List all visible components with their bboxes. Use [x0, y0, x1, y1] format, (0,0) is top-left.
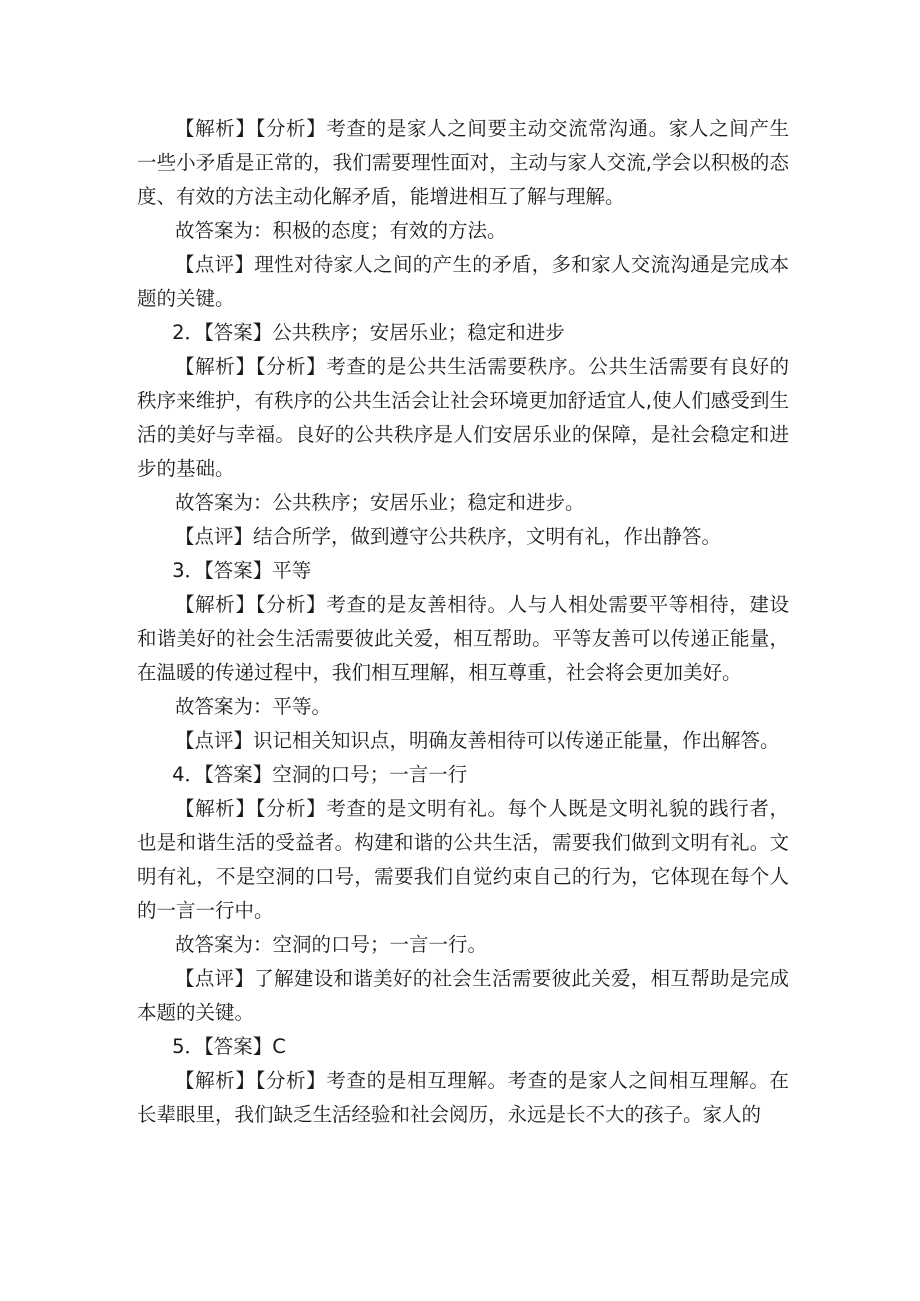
q2-comment: 【点评】结合所学，做到遵守公共秩序，文明有礼，作出静答。	[175, 525, 722, 548]
q5-answer: 5．【答案】C	[172, 1035, 286, 1058]
q2-analysis: 【解析】【分析】考查的是公共生活需要秩序。公共生活需要有良好的秩序来维护，有秩序的公共生活会让社会环境更加舒适宜人,使人们感受到生活的美好与幸福。良好的公共秩序是人们安居乐业的保障，是社会稳定和进步的基础。	[137, 355, 789, 480]
q4-comment: 【点评】了解建设和谐美好的社会生活需要彼此关爱，相互帮助是完成本题的关键。	[137, 967, 789, 1024]
q4-analysis: 【解析】【分析】考查的是文明有礼。每个人既是文明礼貌的践行者，也是和谐生活的受益者。构建和谐的公共生活，需要我们做到文明有礼。文明有礼，不是空洞的口号，需要我们自觉约束自己的行为，它体现在每个人的一言一行中。	[137, 797, 789, 922]
q3-answer-summary: 故答案为：平等。	[175, 695, 332, 718]
q4-answer: 4．【答案】空洞的口号；一言一行	[172, 763, 468, 786]
q1-comment: 【点评】理性对待家人之间的产生的矛盾，多和家人交流沟通是完成本题的关键。	[137, 253, 789, 310]
q3-comment: 【点评】识记相关知识点，明确友善相待可以传递正能量，作出解答。	[175, 729, 780, 752]
q3-analysis: 【解析】【分析】考查的是友善相待。人与人相处需要平等相待，建设和谐美好的社会生活需要彼此关爱，相互帮助。平等友善可以传递正能量，在温暖的传递过程中，我们相互理解，相互尊重，社会将会更加美好。	[137, 593, 789, 684]
q1-answer-summary: 故答案为：积极的态度；有效的方法。	[175, 219, 507, 242]
q3-answer: 3．【答案】平等	[172, 559, 312, 582]
q2-answer-summary: 故答案为：公共秩序；安居乐业；稳定和进步。	[175, 491, 585, 514]
answer-explanations	[137, 112, 789, 1132]
q5-analysis: 【解析】【分析】考查的是相互理解。考查的是家人之间相互理解。在长辈眼里，我们缺乏生活经验和社会阅历，永远是长不大的孩子。家人的	[137, 1069, 789, 1126]
q2-answer: 2．【答案】公共秩序；安居乐业；稳定和进步	[172, 321, 565, 344]
q4-answer-summary: 故答案为：空洞的口号；一言一行。	[175, 933, 488, 956]
q1-analysis: 【解析】【分析】考查的是家人之间要主动交流常沟通。家人之间产生一些小矛盾是正常的，我们需要理性面对，主动与家人交流,学会以积极的态度、有效的方法主动化解矛盾，能增进相互了解与理解。	[137, 117, 789, 208]
